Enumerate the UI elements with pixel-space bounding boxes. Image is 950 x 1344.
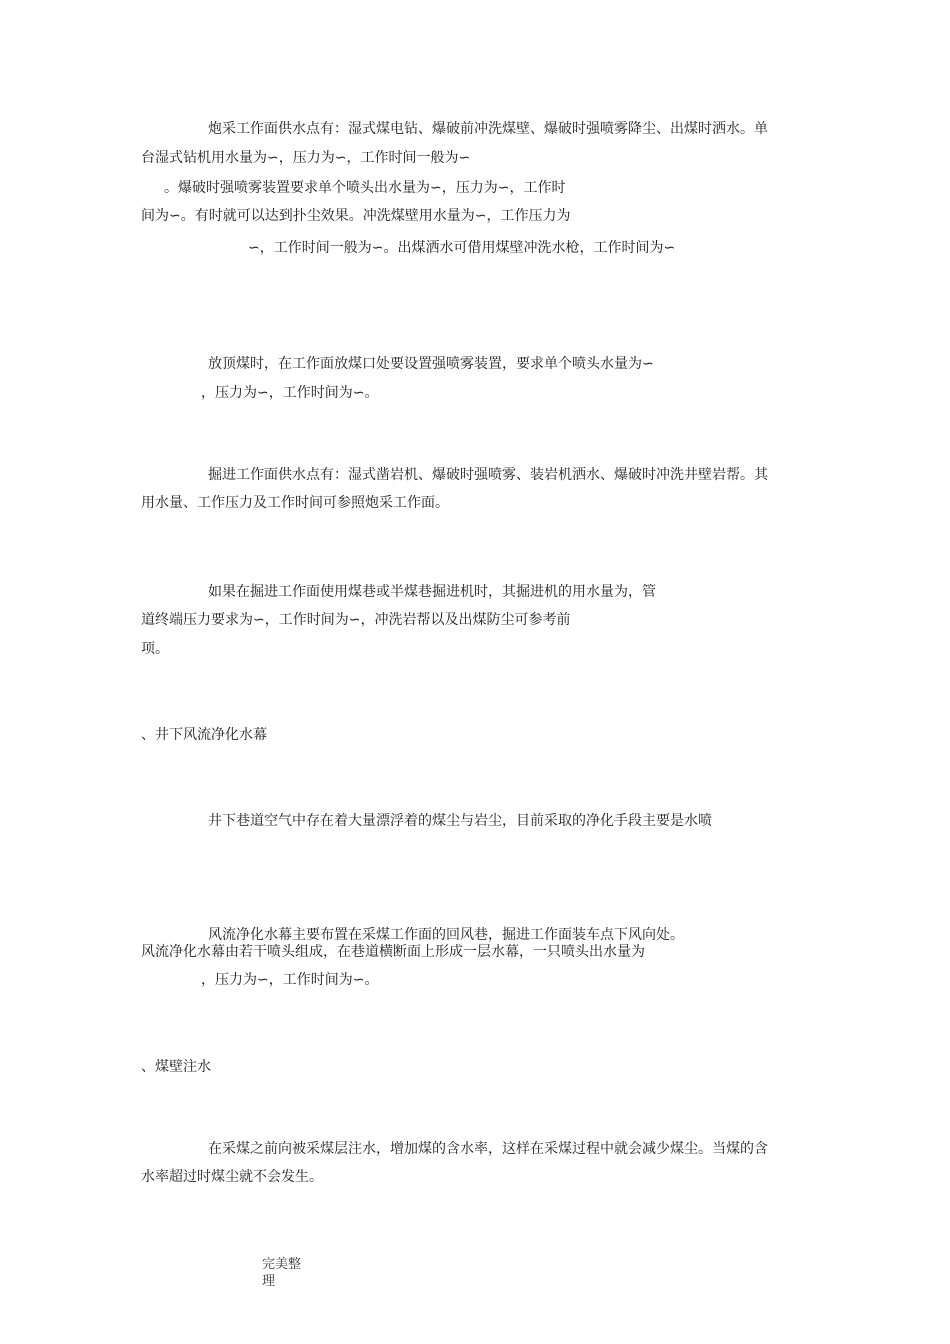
footer-line: 完美整 <box>262 1257 302 1272</box>
text-line: 掘进工作面供水点有：湿式凿岩机、爆破时强喷雾、装岩机洒水、爆破时冲洗井壁岩帮。其 <box>208 467 768 483</box>
text-line: ∽，工作时间一般为∽。出煤洒水可借用煤壁冲洗水枪，工作时间为∽ <box>248 240 676 256</box>
text-line: 间为∽。有时就可以达到扑尘效果。冲洗煤壁用水量为∽，工作压力为 <box>141 208 571 224</box>
text-line: 放顶煤时，在工作面放煤口处要设置强喷雾装置，要求单个喷头水量为∽ <box>208 356 654 372</box>
text-line: 用水量、工作压力及工作时间可参照炮采工作面。 <box>141 495 449 511</box>
section-heading-coal-injection: 、煤壁注水 <box>141 1059 211 1075</box>
text-line: 井下巷道空气中存在着大量漂浮着的煤尘与岩尘，目前采取的净化手段主要是水喷 <box>208 813 712 829</box>
text-line: 在采煤之前向被采煤层注水，增加煤的含水率，这样在采煤过程中就会减少煤尘。当煤的含 <box>208 1141 768 1157</box>
text-line: 如果在掘进工作面使用煤巷或半煤巷掘进机时，其掘进机的用水量为，管 <box>208 584 656 600</box>
text-line: 水率超过时煤尘就不会发生。 <box>141 1169 323 1185</box>
text-line: ，压力为∽，工作时间为∽。 <box>201 385 379 401</box>
text-line: 风流净化水幕主要布置在采煤工作面的回风巷，掘进工作面装车点下风向处。 <box>208 927 684 943</box>
footer-line: 理 <box>262 1274 276 1289</box>
text-line: 风流净化水幕由若干喷头组成，在巷道横断面上形成一层水幕，一只喷头出水量为 <box>141 944 645 960</box>
text-line: ，压力为∽，工作时间为∽。 <box>201 972 379 988</box>
text-line: 。爆破时强喷雾装置要求单个喷头出水量为∽，压力为∽，工作时 <box>164 180 566 196</box>
text-line: 道终端压力要求为∽，工作时间为∽，冲洗岩帮以及出煤防尘可参考前 <box>141 612 571 628</box>
text-line: 炮采工作面供水点有：湿式煤电钻、爆破前冲洗煤壁、爆破时强喷雾降尘、出煤时洒水。单 <box>208 121 768 137</box>
text-line: 项。 <box>141 641 169 657</box>
section-heading-water-curtain: 、井下风流净化水幕 <box>141 727 267 743</box>
text-line: 台湿式钻机用水量为∽，压力为∽，工作时间一般为∽ <box>141 150 471 166</box>
